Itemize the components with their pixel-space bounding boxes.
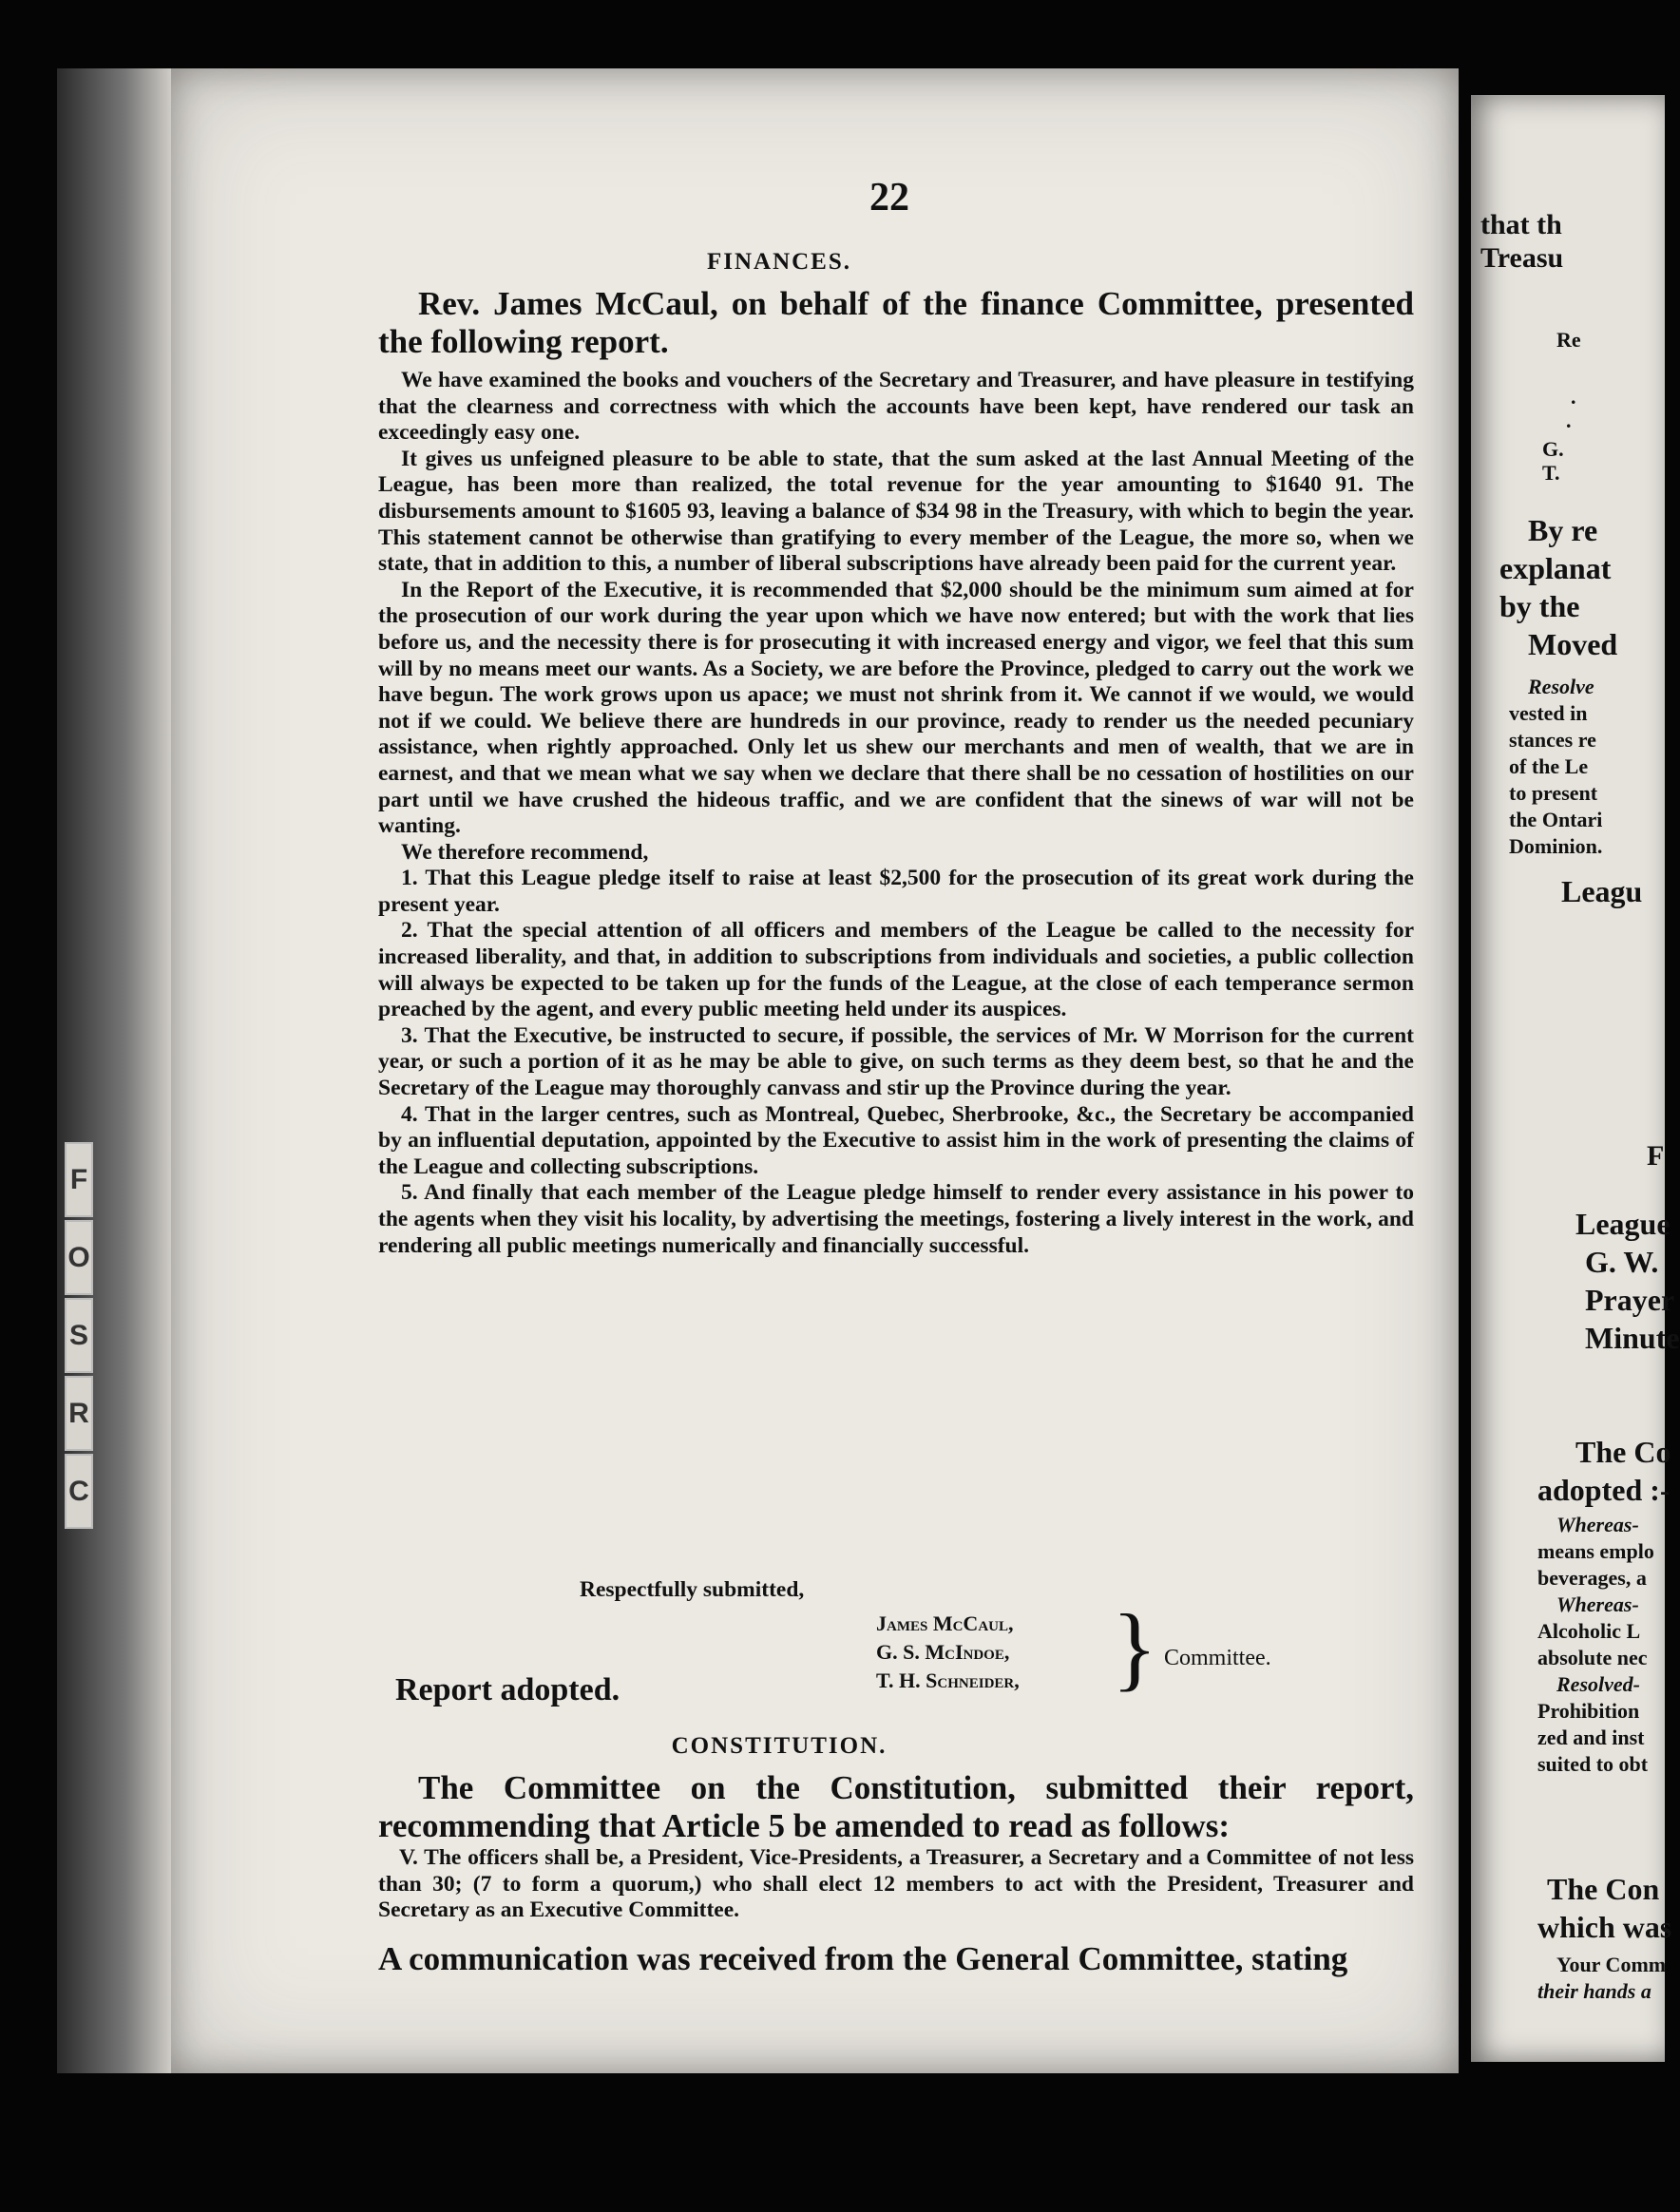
constitution-lead: The Committee on the Constitution, submitted their report, recommending that Article 5 be amended to read as follows: bbox=[378, 1769, 1414, 1844]
recommendation: 3. That the Executive, be instructed to secure, if possible, the services of Mr. W Morrison for the current year, or such a portion of it as he may be able to give, on such terms as they deem best, so that he and the Secretary of the League may thoroughly canvass and stir up the Province during the year. bbox=[378, 1022, 1414, 1101]
margin-tab: S bbox=[65, 1298, 93, 1373]
facing-fragment: The Con bbox=[1547, 1872, 1660, 1906]
report-adopted: Report adopted. bbox=[395, 1672, 620, 1707]
facing-fragment: Prohibition bbox=[1537, 1699, 1640, 1723]
facing-fragment: zed and inst bbox=[1537, 1726, 1645, 1749]
facing-fragment: . bbox=[1566, 409, 1572, 432]
facing-fragment: G. bbox=[1542, 437, 1564, 461]
finances-paragraph: In the Report of the Executive, it is recommended that $2,000 should be the minimum sum aimed at for the prosecution of our work during the year upon which we have now entered; but with the work that lies before us, and the necessity there is for prosecuting it with increased energy and vigor, we feel that this sum will by no means meet our wants. As a Society, we are before the Province, pledged to carry out the work we have begun. The work grows upon us apace; we must not shrink from it. We cannot if we would, we would not if we could. We believe there are hundreds in our province, ready to render us the needed pecuniary assistance, when rightly approached. Only let us shew our merchants and men of wealth, that we are in earnest, and that we mean what we say when we declare that there shall be no cessation of hostilities on our part until we have crushed the hideous traffic, and we are confident that the sinews of war will not be wanting. bbox=[378, 577, 1414, 839]
signatory: G. S. McIndoe, bbox=[876, 1640, 1010, 1664]
facing-fragment: Resolved- bbox=[1556, 1672, 1640, 1696]
facing-fragment: of the Le bbox=[1509, 754, 1589, 778]
facing-fragment: stances re bbox=[1509, 728, 1596, 752]
margin-tab: F bbox=[65, 1142, 93, 1217]
facing-fragment: Leagu bbox=[1561, 874, 1643, 908]
facing-fragment: Resolve bbox=[1528, 675, 1594, 698]
facing-fragment: vested in bbox=[1509, 701, 1588, 725]
page bbox=[171, 68, 1459, 2073]
finances-heading: FINANCES. bbox=[706, 249, 852, 275]
left-book-edge bbox=[57, 68, 171, 2073]
facing-fragment: G. W. bbox=[1585, 1245, 1659, 1279]
facing-fragment: Treasu bbox=[1480, 242, 1564, 274]
page-number: 22 bbox=[869, 176, 909, 219]
communication-line: A communication was received from the General Committee, stating bbox=[378, 1940, 1348, 1977]
facing-fragment: adopted :- bbox=[1537, 1473, 1670, 1507]
facing-fragment: Whereas- bbox=[1556, 1513, 1639, 1536]
facing-fragment: Minute bbox=[1585, 1321, 1680, 1355]
facing-fragment: beverages, a bbox=[1537, 1566, 1647, 1590]
recommendation: 4. That in the larger centres, such as Montreal, Quebec, Sherbrooke, &c., the Secretary be accompanied by an influential deputation, appointed by the Executive to assist him in the work of presenting the claims of the League and collecting subscriptions. bbox=[378, 1101, 1414, 1179]
signatory: T. H. Schneider, bbox=[876, 1669, 1020, 1692]
committee-label: Committee. bbox=[1164, 1646, 1271, 1670]
facing-fragment: Dominion. bbox=[1509, 834, 1603, 858]
facing-fragment: absolute nec bbox=[1537, 1646, 1648, 1669]
facing-fragment: by the bbox=[1499, 589, 1580, 623]
facing-fragment: that th bbox=[1480, 209, 1562, 240]
finances-lead: Rev. James McCaul, on behalf of the finance Committee, presented the following report. bbox=[378, 285, 1414, 360]
closing: Respectfully submitted, bbox=[580, 1577, 805, 1602]
finances-paragraph: It gives us unfeigned pleasure to be able to state, that the sum asked at the last Annual Meeting of the League, has been more than realized, the total revenue for the year amounting to $1640 91. The disbursements amount to $1605 93, leaving a balance of $34 98 in the Treasury, with which to begin the year. This statement cannot be otherwise than gratifying to every member of the League, the more so, when we state, that in addition to this, a number of liberal subscriptions have already been paid for the current year. bbox=[378, 446, 1414, 577]
facing-fragment: means emplo bbox=[1537, 1539, 1654, 1563]
facing-fragment: suited to obt bbox=[1537, 1752, 1649, 1776]
recommendation: 5. And finally that each member of the League pledge himself to render every assistance in his power to the agents when they visit his locality, by advertising the meetings, fostering a lively interest in the work, and rendering all public meetings numerically and financially successful. bbox=[378, 1180, 1414, 1258]
facing-fragment: to present bbox=[1509, 781, 1598, 805]
facing-fragment: explanat bbox=[1499, 551, 1612, 585]
signatory: James McCaul, bbox=[876, 1611, 1014, 1635]
margin-tab: R bbox=[65, 1376, 93, 1451]
facing-page bbox=[1471, 95, 1680, 2062]
facing-fragment: . bbox=[1571, 385, 1576, 409]
recommendation: 2. That the special attention of all officers and members of the League be called to the necessity for increased liberality, and that, in addition to subscriptions from individuals and societies, a public collection will always be expected to be taken up for the funds of the League, at the close of each temperance sermon preached by the agent, and every public meeting held under its auspices. bbox=[378, 918, 1414, 1022]
brace: } bbox=[1112, 1594, 1157, 1700]
article-five: V. The officers shall be, a President, Vice-Presidents, a Treasurer, a Secretary and a Committee of not less than 30; (7 to form a quorum,) who shall elect 12 members to act with the President, Treasurer and Secretary as an Executive Committee. bbox=[378, 1845, 1414, 1923]
facing-fragment: Prayer bbox=[1585, 1283, 1675, 1317]
facing-fragment: By re bbox=[1528, 513, 1598, 547]
facing-fragment: T. bbox=[1542, 461, 1560, 485]
facing-fragment: Moved bbox=[1528, 627, 1618, 661]
facing-fragment: their hands a bbox=[1537, 1979, 1651, 2003]
facing-fragment: Whereas- bbox=[1556, 1592, 1639, 1616]
facing-fragment: Re bbox=[1556, 328, 1581, 352]
finances-paragraph: We therefore recommend, bbox=[401, 839, 649, 865]
finances-paragraph: We have examined the books and vouchers of the Secretary and Treasurer, and have pleasure in testifying that the clearness and correctness with which the accounts have been kept, have rendered our task an exceedingly easy one. bbox=[378, 368, 1414, 446]
facing-fragment: F bbox=[1647, 1140, 1665, 1172]
margin-tab: O bbox=[65, 1220, 93, 1295]
margin-tab: C bbox=[65, 1454, 93, 1529]
recommendation: 1. That this League pledge itself to raise at least $2,500 for the prosecution of its great work during the present year. bbox=[378, 866, 1414, 917]
facing-fragment: which was bbox=[1537, 1910, 1672, 1944]
facing-fragment: League bbox=[1575, 1207, 1670, 1241]
facing-fragment: the Ontari bbox=[1509, 808, 1603, 831]
finances-body bbox=[378, 368, 1414, 1259]
constitution-heading: CONSTITUTION. bbox=[671, 1733, 888, 1759]
facing-fragment: The Co bbox=[1575, 1435, 1671, 1469]
facing-fragment: Your Comm bbox=[1556, 1953, 1667, 1976]
signatories bbox=[876, 1610, 1020, 1695]
facing-fragment: Alcoholic L bbox=[1537, 1619, 1641, 1643]
